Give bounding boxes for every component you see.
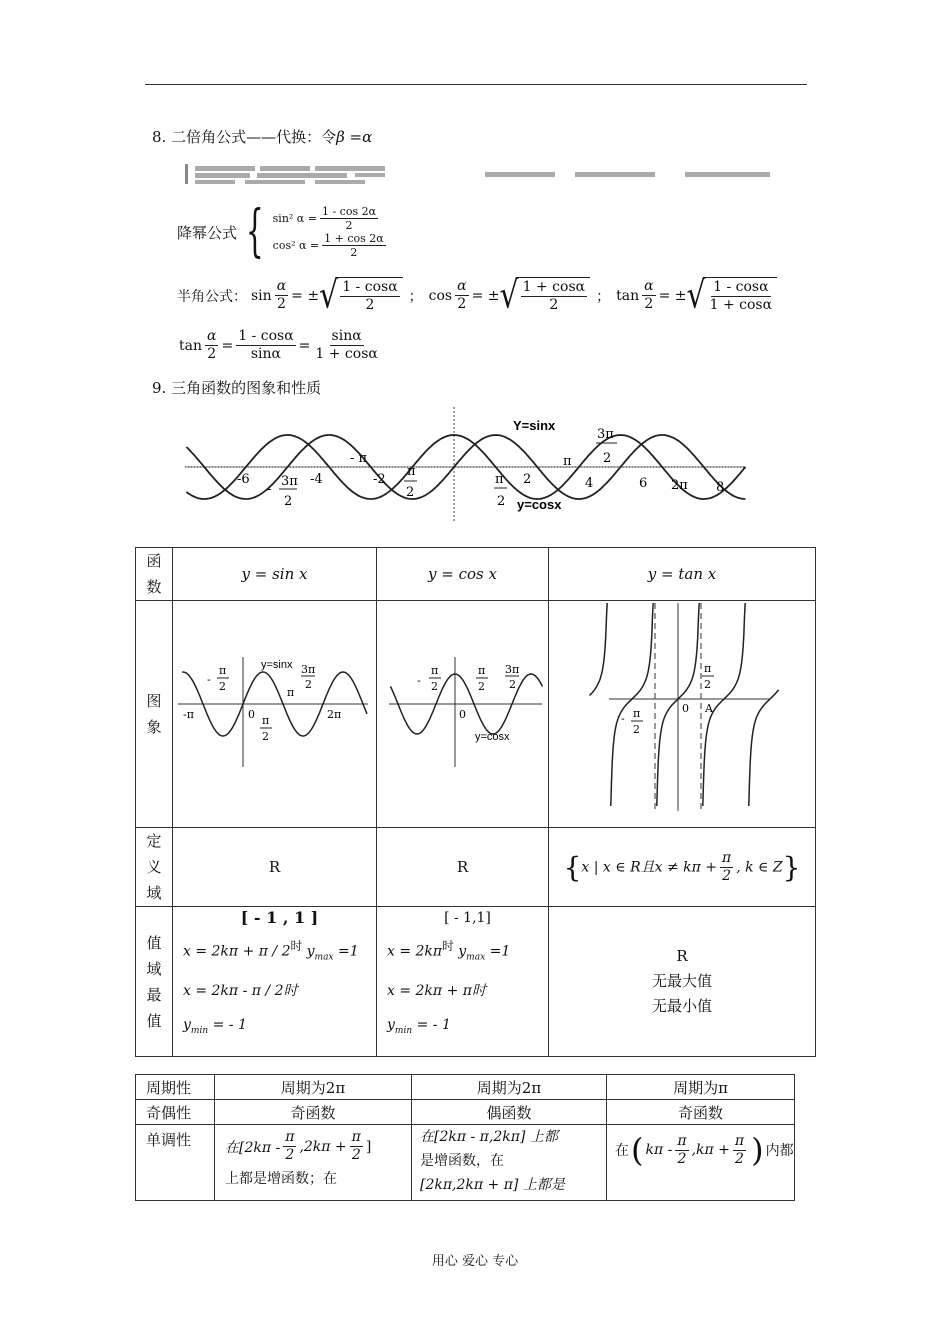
svg-text:2: 2 bbox=[305, 678, 312, 691]
svg-text:y=sinx: y=sinx bbox=[261, 659, 293, 671]
label-2pi: 2π bbox=[671, 478, 688, 493]
brace-left: { bbox=[245, 199, 264, 264]
svg-text:3π: 3π bbox=[301, 663, 316, 676]
monotonic-sin: 在[2kπ - $\frac{\pi}{2}$ ,2kπ + $\frac{\pi}{2}$ ] 上都是增函数；在 bbox=[215, 1125, 412, 1201]
svg-text:3π: 3π bbox=[505, 663, 520, 676]
tick-6: 6 bbox=[639, 476, 648, 491]
svg-text:2: 2 bbox=[704, 678, 711, 691]
label-neg-3pi: 3π bbox=[281, 474, 298, 489]
label-half-pi-den: 2 bbox=[497, 494, 506, 509]
mini-sin-graph bbox=[173, 652, 373, 772]
period-cos: 周期为2π bbox=[412, 1075, 607, 1100]
header-tan: y = tan x bbox=[549, 548, 816, 601]
label-neg-3pi-den: 2 bbox=[284, 494, 293, 509]
reduction-formula: 降幂公式 { sin² α = $\frac{1 - \cos 2\alpha}{2}$ cos² α = $\frac{1 + \cos 2\alpha}{2}$ bbox=[177, 199, 384, 264]
tan-half-formula: tan $\frac{\alpha}{2}$ = $\frac{1 - \cos\alpha}{\sin\alpha}$ = $\frac{\sin\alpha}{1 + \cos\alpha}$ bbox=[179, 328, 378, 362]
svg-text:-: - bbox=[207, 673, 211, 686]
row-domain-label: 定 义 域 bbox=[136, 828, 173, 907]
page-footer: 用心 爱心 专心 bbox=[431, 1254, 519, 1269]
svg-text:-: - bbox=[417, 674, 421, 687]
svg-text:π: π bbox=[704, 662, 712, 675]
parity-tan: 奇函数 bbox=[607, 1100, 795, 1125]
svg-text:2: 2 bbox=[633, 723, 640, 736]
svg-text:2π: 2π bbox=[327, 708, 342, 721]
svg-text:-π: -π bbox=[183, 708, 194, 721]
section-9-heading: 9. 三角函数的图象和性质 bbox=[152, 379, 322, 397]
period-tan: 周期为π bbox=[607, 1075, 795, 1100]
svg-text:0: 0 bbox=[459, 708, 466, 721]
label-neg-half-pi-den: 2 bbox=[406, 485, 415, 500]
label-neg-pi: - π bbox=[350, 451, 368, 466]
trig-properties-table-2 bbox=[135, 1074, 795, 1201]
monotonic-tan: 在 ( kπ - $\frac{\pi}{2}$ ,kπ + $\frac{\pi}{2}$ ) 内都 bbox=[607, 1125, 795, 1201]
label-neg-sign: - bbox=[267, 482, 272, 497]
tick-neg2: -2 bbox=[373, 472, 386, 487]
svg-text:2: 2 bbox=[219, 680, 226, 693]
monotonic-label: 单调性 bbox=[136, 1125, 215, 1201]
svg-text:π: π bbox=[478, 664, 486, 677]
blurred-formula-image bbox=[185, 162, 775, 186]
domain-tan: {x | x ∈ R且x ≠ kπ + $\frac{\pi}{2}$ , k ∈ Z} bbox=[549, 828, 816, 907]
range-sin: [ - 1 , 1 ] $x = 2k\pi + \pi / 2^时$ $y_{max} =1$ x = 2kπ - π / 2时 $y_{min}$ = - 1 bbox=[173, 907, 377, 1057]
period-sin: 周期为2π bbox=[215, 1075, 412, 1100]
reduction-label: 降幂公式 bbox=[177, 223, 238, 242]
svg-text:0: 0 bbox=[248, 708, 255, 721]
tick-neg4: -4 bbox=[310, 472, 323, 487]
section-8-heading: 8. 二倍角公式——代换：令β =α bbox=[152, 128, 373, 146]
range-tan: R 无最大值 无最小值 bbox=[549, 907, 816, 1057]
parity-label: 奇偶性 bbox=[136, 1100, 215, 1125]
svg-text:π: π bbox=[219, 664, 227, 677]
svg-text:y=cosx: y=cosx bbox=[475, 731, 510, 743]
svg-text:A: A bbox=[705, 702, 713, 715]
domain-cos: R bbox=[377, 828, 549, 907]
label-pi: π bbox=[563, 454, 572, 469]
svg-text:0: 0 bbox=[682, 702, 689, 715]
svg-text:2: 2 bbox=[478, 680, 485, 693]
label-ysinx: Y=sinx bbox=[513, 418, 556, 433]
svg-text:-: - bbox=[621, 712, 625, 725]
svg-text:2: 2 bbox=[509, 678, 516, 691]
period-label: 周期性 bbox=[136, 1075, 215, 1100]
mini-tan-graph bbox=[549, 601, 814, 823]
domain-sin: R bbox=[173, 828, 377, 907]
tick-8: 8 bbox=[716, 480, 725, 495]
svg-text:2: 2 bbox=[431, 680, 438, 693]
mini-cos-graph bbox=[377, 652, 547, 772]
graph-tan-cell bbox=[549, 601, 816, 828]
svg-text:π: π bbox=[633, 707, 641, 720]
trig-properties-table bbox=[135, 547, 816, 1057]
header-sin: y = sin x bbox=[173, 548, 377, 601]
svg-text:π: π bbox=[262, 714, 270, 727]
svg-text:π: π bbox=[287, 686, 295, 699]
svg-text:π: π bbox=[431, 664, 439, 677]
label-3pi: 3π bbox=[597, 427, 614, 442]
header-cos: y = cos x bbox=[377, 548, 549, 601]
label-two: 2 bbox=[603, 451, 612, 466]
parity-cos: 偶函数 bbox=[412, 1100, 607, 1125]
parity-sin: 奇函数 bbox=[215, 1100, 412, 1125]
header-rule bbox=[145, 84, 807, 85]
tick-2: 2 bbox=[523, 472, 532, 487]
row-graph-label: 图 象 bbox=[136, 601, 173, 828]
row-range-label: 值 域 最 值 bbox=[136, 907, 173, 1057]
label-neg-half-pi: π bbox=[407, 464, 416, 479]
graph-cos-cell bbox=[377, 601, 549, 828]
tick-4: 4 bbox=[585, 476, 594, 491]
graph-sin-cell bbox=[173, 601, 377, 828]
svg-text:2: 2 bbox=[262, 730, 269, 743]
label-ycosx: y=cosx bbox=[517, 497, 562, 512]
half-angle-formulas: 半角公式： sin $\frac{\alpha}{2}$ = ± √ $\frac{1 - \cos\alpha}{2}$ ； cos $\frac{\alpha}{2}$ = ± √ $\frac{1 + \cos\alpha}{2}$ ； tan $\frac{\alpha}{2}$ = ± √ $\frac{1 - \cos\alpha}{1 + \cos\alpha}$ bbox=[177, 277, 777, 314]
sin-cos-graph bbox=[185, 405, 750, 525]
tick-neg6: -6 bbox=[237, 472, 250, 487]
range-cos: [ - 1,1] $x = 2k\pi^时$ $y_{max} =1$ x = 2kπ + π时 $y_{min}$ = - 1 bbox=[377, 907, 549, 1057]
header-function: 函 数 bbox=[136, 548, 173, 601]
label-half-pi: π bbox=[495, 472, 504, 487]
monotonic-cos: 在[2kπ - π,2kπ] 上都 是增函数，在 [2kπ,2kπ + π] 上都是 bbox=[412, 1125, 607, 1201]
